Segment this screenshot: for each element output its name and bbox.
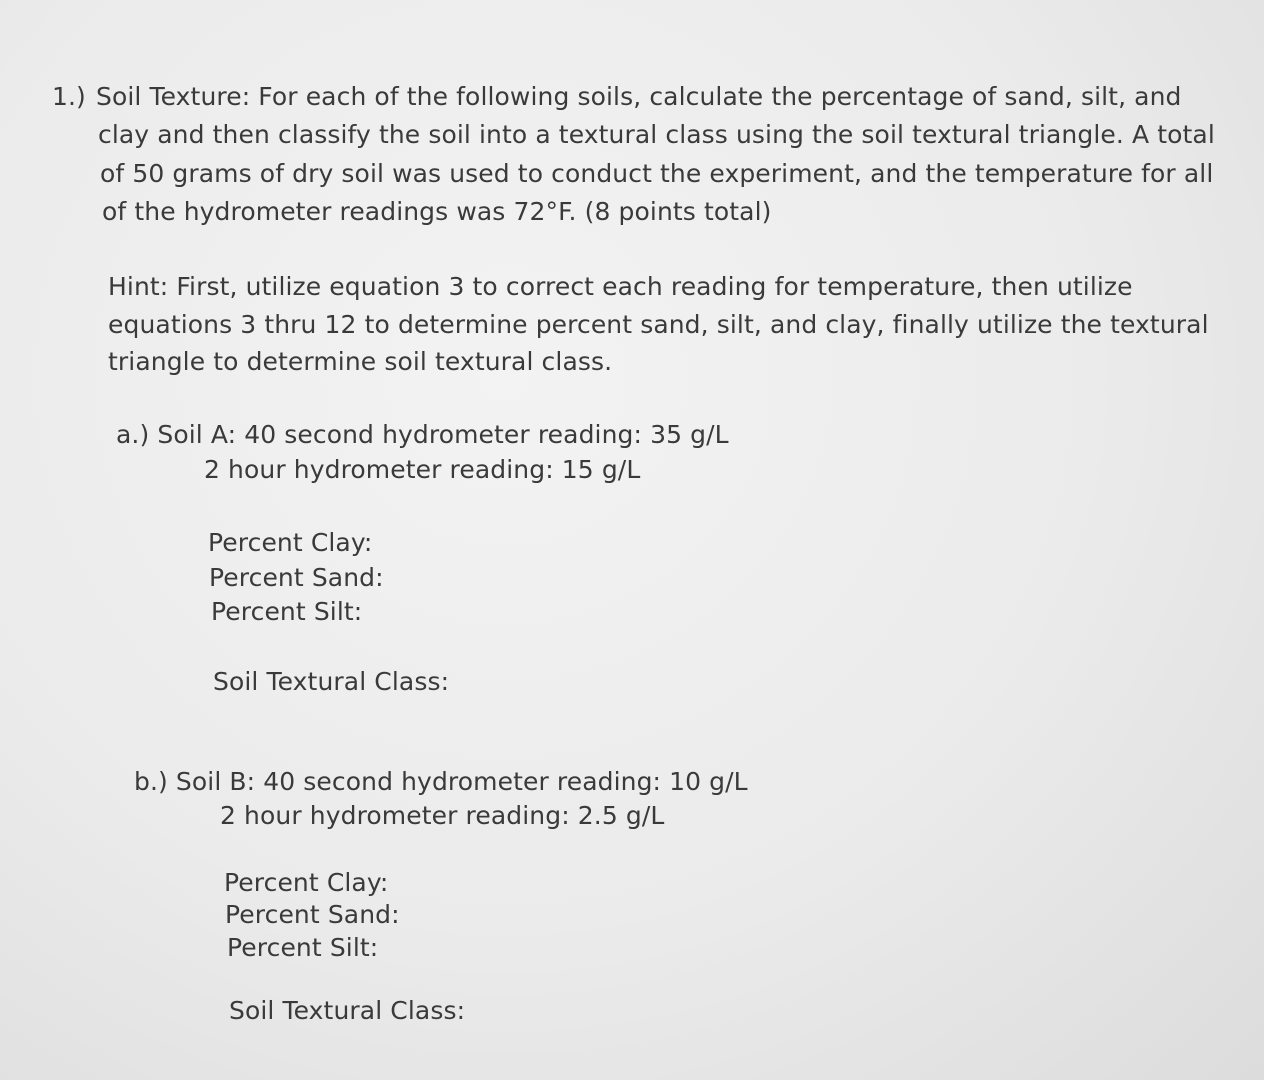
question-number: 1.) <box>52 82 86 111</box>
hint-text-line: Hint: First, utilize equation 3 to correct each reading for temperature, then utilize <box>108 272 1133 301</box>
part-b-textural-class-label: Soil Textural Class: <box>229 996 466 1025</box>
part-a-textural-class-label: Soil Textural Class: <box>213 667 450 696</box>
question-text-line: Soil Texture: For each of the following soils, calculate the percentage of sand, silt, and <box>96 82 1182 111</box>
question-text-line: of 50 grams of dry soil was used to conduct the experiment, and the temperature for all <box>100 159 1214 188</box>
part-a-percent-clay-label: Percent Clay: <box>208 528 373 557</box>
hint-text-line: triangle to determine soil textural class. <box>108 347 613 376</box>
part-b-percent-clay-label: Percent Clay: <box>224 868 389 897</box>
hint-text-line: equations 3 thru 12 to determine percent sand, silt, and clay, finally utilize the textural <box>108 310 1209 339</box>
part-b-percent-sand-label: Percent Sand: <box>225 900 400 929</box>
part-b-second-reading: 2 hour hydrometer reading: 2.5 g/L <box>220 801 665 830</box>
part-b-heading: b.) Soil B: 40 second hydrometer reading: 10 g/L <box>134 767 748 796</box>
part-a-percent-silt-label: Percent Silt: <box>211 597 363 626</box>
question-text-line: clay and then classify the soil into a textural class using the soil textural triangle. A total <box>98 120 1215 149</box>
part-a-heading: a.) Soil A: 40 second hydrometer reading: 35 g/L <box>116 420 729 449</box>
part-b-percent-silt-label: Percent Silt: <box>227 933 379 962</box>
part-a-second-reading: 2 hour hydrometer reading: 15 g/L <box>204 455 641 484</box>
question-text-line: of the hydrometer readings was 72°F. (8 points total) <box>102 197 772 226</box>
part-a-percent-sand-label: Percent Sand: <box>209 563 384 592</box>
